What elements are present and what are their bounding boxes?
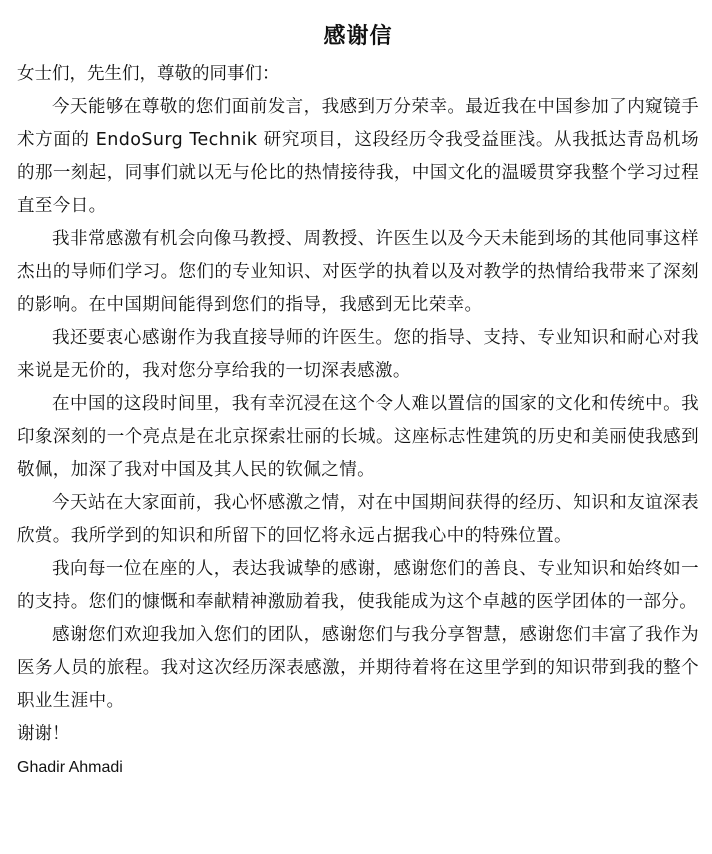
paragraph-5: 今天站在大家面前，我心怀感激之情，对在中国期间获得的经历、知识和友谊深表欣赏。我所学到的知识和所留下的回忆将永远占据我心中的特殊位置。 xyxy=(17,493,699,546)
letter-page xyxy=(17,22,699,784)
paragraph-3: 我还要衷心感谢作为我直接导师的许医生。您的指导、支持、专业知识和耐心对我来说是无价的，我对您分享给我的一切深表感激。 xyxy=(17,328,699,381)
paragraph-6: 我向每一位在座的人，表达我诚挚的感谢，感谢您们的善良、专业知识和始终如一的支持。您们的慷慨和奉献精神激励着我，使我能成为这个卓越的医学团体的一部分。 xyxy=(17,559,699,612)
paragraph-2: 我非常感激有机会向像马教授、周教授、许医生以及今天未能到场的其他同事这样杰出的导师们学习。您们的专业知识、对医学的执着以及对教学的热情给我带来了深刻的影响。在中国期间能得到您们的指导，我感到无比荣幸。 xyxy=(17,229,699,315)
paragraph-1: 今天能够在尊敬的您们面前发言，我感到万分荣幸。最近我在中国参加了内窥镜手术方面的 EndoSurg Technik 研究项目，这段经历令我受益匪浅。从我抵达青岛机场的那一刻起，同事们就以无与伦比的热情接待我，中国文化的温暖贯穿我整个学习过程直至今日。 xyxy=(17,97,699,216)
letter-salutation: 女士们，先生们，尊敬的同事们： xyxy=(17,64,280,84)
letter-signature: Ghadir Ahmadi xyxy=(17,759,123,776)
letter-closing: 谢谢！ xyxy=(17,724,70,744)
paragraph-4: 在中国的这段时间里，我有幸沉浸在这个令人难以置信的国家的文化和传统中。我印象深刻的一个亮点是在北京探索壮丽的长城。这座标志性建筑的历史和美丽使我感到敬佩，加深了我对中国及其人民的钦佩之情。 xyxy=(17,394,699,480)
paragraph-7: 感谢您们欢迎我加入您们的团队，感谢您们与我分享智慧，感谢您们丰富了我作为医务人员的旅程。我对这次经历深表感激，并期待着将在这里学到的知识带到我的整个职业生涯中。 xyxy=(17,625,699,711)
letter-title: 感谢信 xyxy=(323,24,393,49)
